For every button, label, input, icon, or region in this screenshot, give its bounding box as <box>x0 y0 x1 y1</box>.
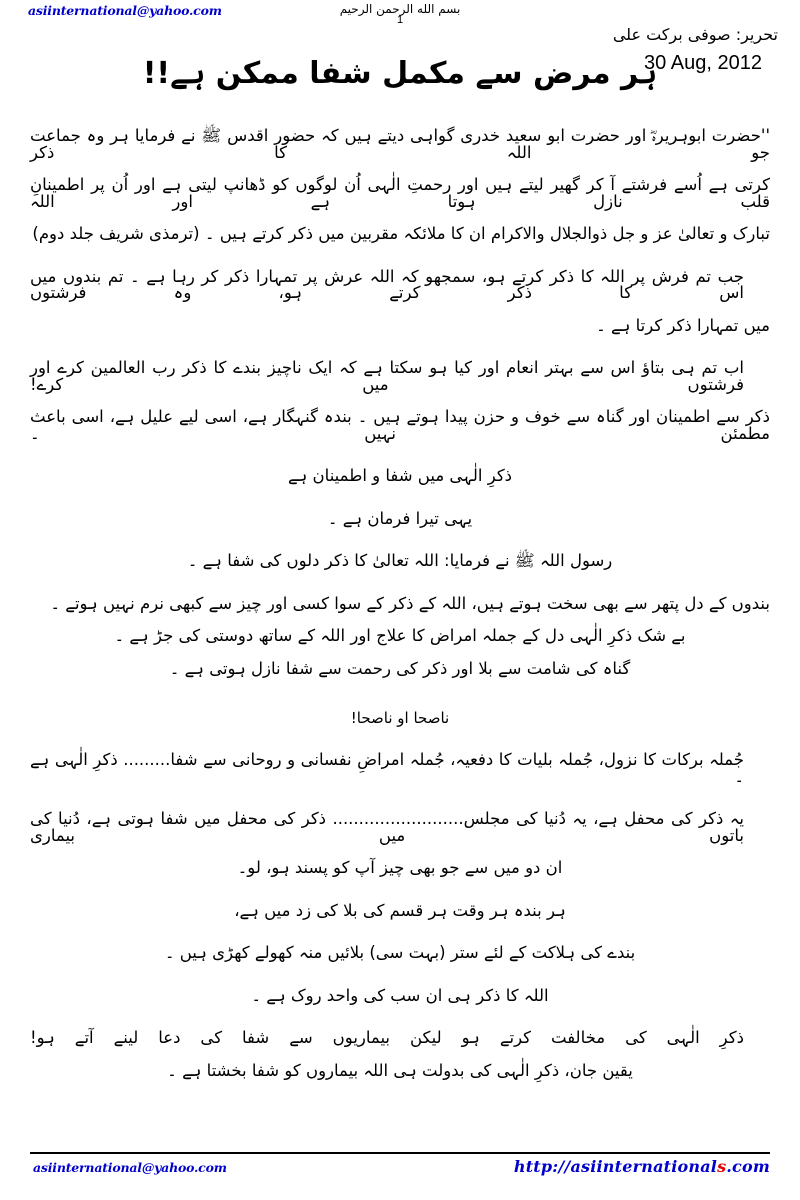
body-line: یقین جان، ذکرِ الٰہی کی بدولت ہی اللہ بیماروں کو شفا بخشتا ہے ۔ <box>167 1060 633 1080</box>
body-line: ہر بندہ ہر وقت ہر قسم کی بلا کی زد میں ہے، <box>234 900 566 920</box>
body-line: بندوں کے دل پتھر سے بھی سخت ہوتے ہیں، اللہ کے ذکر کے سوا کسی اور چیز سے کبھی نرم نہیں ہوتے ۔ <box>50 593 770 613</box>
paragraph-mehfil <box>30 811 770 877</box>
body-line: کرتی ہے اُسے فرشتے آ کر گھیر لیتے ہیں اور رحمتِ الٰہی اُن لوگوں کو ڈھانپ لیتی ہے اور اُن پر اطمینانِ قلب نازل ہوتا ہے اور اللہ <box>30 175 770 211</box>
body-line: ناصحا او ناصحا! <box>350 709 450 727</box>
paragraph-nasiha <box>30 711 770 726</box>
body-line: یہ ذکر کی محفل ہے، یہ دُنیا کی مجلس......................... ذکر کی محفل میں شفا ہوتی ہے، دُنیا کی باتوں میں بیماری <box>30 809 744 845</box>
body-line: اب تم ہی بتاؤ اس سے بہتر انعام اور کیا ہو سکتا ہے کہ ایک ناچیز بندے کا ذکر رب العالمین کرے اور فرشتوں میں کرے! <box>30 358 744 394</box>
page-header <box>0 0 800 110</box>
body-line: میں تمہارا ذکر کرتا ہے ۔ <box>596 315 770 335</box>
paragraph-rasool-farmaya <box>30 553 770 570</box>
footer-url-prefix: http://asiinternational <box>513 1157 718 1176</box>
body-line: اللہ کا ذکر ہی ان سب کی واحد روک ہے ۔ <box>251 985 549 1005</box>
page-number: 1 <box>396 14 404 26</box>
body-line: گناہ کی شامت سے بلا اور ذکر کی رحمت سے شفا نازل ہوتی ہے ۔ <box>169 658 631 678</box>
paragraph-arsh-farsh <box>30 266 770 335</box>
author-byline: تحریر: صوفی برکت علی <box>612 25 778 44</box>
paragraph-jumla-barkat <box>30 752 770 785</box>
body-line: جب تم فرش پر اللہ کا ذکر کرتے ہو، سمجھو کہ اللہ عرش پر تمہارا ذکر کر رہا ہے ۔ تم بندوں میں اس کا ذکر کرتے ہو، وہ فرشتوں <box>30 266 744 302</box>
footer-email-address[interactable]: asiinternational@yahoo.com <box>33 1160 227 1175</box>
paragraph-bala <box>30 900 770 1005</box>
body-line: ''حضرت ابوہریرہؓ اور حضرت ابو سعید خدری گواہی دیتے ہیں کہ حضور اقدس ﷺ نے فرمایا ہر وہ جماعت جو اللہ کا ذکر <box>30 126 770 162</box>
paragraph-mukhalifat <box>30 1030 770 1079</box>
page-footer <box>0 1144 800 1200</box>
body-line: جُملہ برکات کا نزول، جُملہ بلیات کا دفعیہ، جُملہ امراضِ نفسانی و روحانی سے شفا......... ذکرِ الٰہی ہے ۔ <box>30 750 744 786</box>
paragraph-shifa-itminan <box>30 468 770 527</box>
article-title: ہر مرض سے مکمل شفا ممکن ہے!! <box>142 56 658 92</box>
body-line: بے شک ذکرِ الٰہی دل کے جملہ امراض کا علاج اور اللہ کے ساتھ دوستی کی جڑ ہے ۔ <box>114 626 686 645</box>
body-line: ذکرِ الٰہی میں شفا و اطمینان ہے <box>287 466 513 485</box>
body-line: ذکر سے اطمینان اور گناہ سے خوف و حزن پیدا ہوتے ہیں ۔ بندہ گنہگار ہے، اسی لیے علیل ہے، اسی باعث مطمئن نہیں ۔ <box>30 407 771 443</box>
body-line: ان دو میں سے جو بھی چیز آپ کو پسند ہو، لو۔ <box>237 858 563 877</box>
paragraph-inaam <box>30 360 770 442</box>
body-line: ذکرِ الٰہی کی مخالفت کرتے ہو لیکن بیماریوں سے شفا کی دعا لینے آتے ہو! <box>30 1028 744 1047</box>
footer-website-url[interactable] <box>514 1157 770 1176</box>
paragraph-hadith-quote <box>30 128 770 243</box>
body-line: رسول اللہ ﷺ نے فرمایا: اللہ تعالیٰ کا ذکر دلوں کی شفا ہے ۔ <box>187 551 613 570</box>
publication-date: 30 Aug, 2012 <box>644 52 762 74</box>
footer-divider <box>30 1152 770 1154</box>
body-line: تبارک و تعالیٰ عز و جل ذوالجلال والاکرام ان کا ملائکہ مقربین میں ذکر کرتے ہیں ۔ (ترمذی شریف جلد دوم) <box>32 224 770 243</box>
bismillah-line: بسم الله الرحمن الرحيم <box>339 2 461 16</box>
header-email-address[interactable]: asiinternational@yahoo.com <box>28 3 222 18</box>
footer-url-suffix: .com <box>726 1157 770 1176</box>
paragraph-dil-pathar <box>30 593 770 678</box>
body-line: یہی تیرا فرمان ہے ۔ <box>327 508 473 528</box>
body-line: بندے کی ہلاکت کے لئے ستر (بہت سی) بلائیں منہ کھولے کھڑی ہیں ۔ <box>164 943 636 962</box>
footer-url-accent-letter: s <box>717 1157 727 1176</box>
article-body <box>30 128 770 1095</box>
